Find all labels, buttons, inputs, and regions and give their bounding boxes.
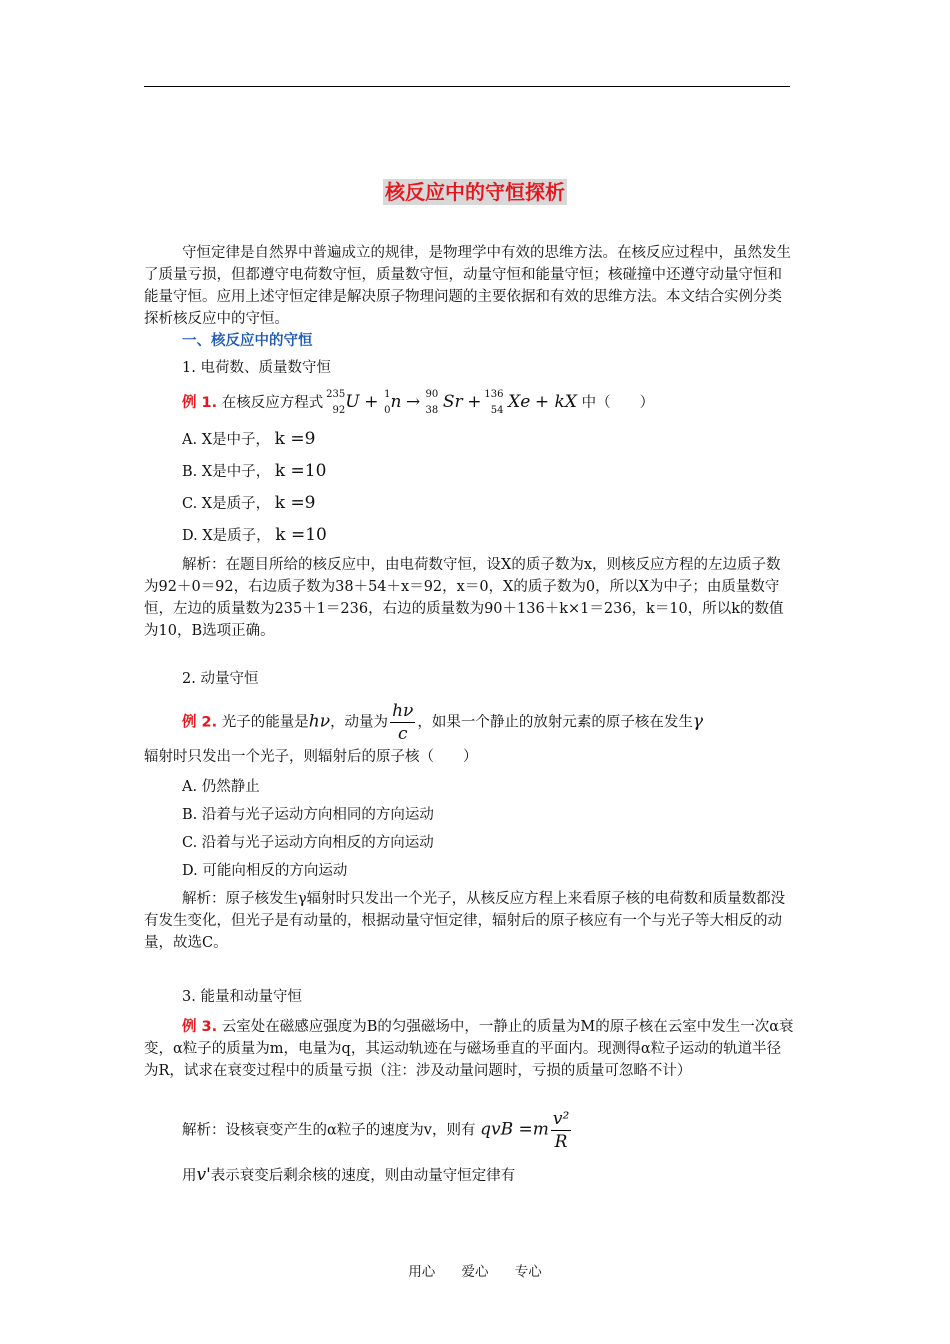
equation-left: qvB =m bbox=[480, 1119, 549, 1140]
option-2c: C. 沿着与光子运动方向相反的方向运动 bbox=[182, 835, 434, 851]
example-2-line-2: 辐射时只发出一个光子，则辐射后的原子核（ ） bbox=[144, 749, 478, 765]
example-3-text: 云室处在磁感应强度为B的匀强磁场中，一静止的质量为M的原子核在云室中发生一次α衰变，α粒子的质量为m，电量为q，其运动轨迹在与磁场垂直的平面内。现测得α粒子运动的轨道半径为R，试求在衰变过程中的质量亏损（注：涉及动量问题时，亏损的质量可忽略不计） bbox=[144, 1019, 794, 1079]
uranium-isotope-numbers: 235 92 bbox=[326, 389, 346, 416]
example-3-label: 例 3. bbox=[182, 1019, 218, 1035]
title-block bbox=[0, 176, 950, 205]
example-2-question bbox=[182, 700, 703, 745]
example-2-label: 例 2. bbox=[182, 714, 218, 731]
xenon-numbers: 136 54 bbox=[484, 389, 504, 416]
option-2a: A. 仍然静止 bbox=[182, 779, 260, 795]
option-2d: D. 可能向相反的方向运动 bbox=[182, 863, 348, 879]
example-2-text-2: ，动量为 bbox=[330, 714, 389, 731]
option-c: C. X是质子， k =9 bbox=[182, 493, 316, 513]
xenon-symbol: Xe bbox=[508, 392, 531, 412]
gamma-symbol: γ bbox=[692, 711, 704, 732]
example-3-last-line bbox=[182, 1164, 515, 1187]
subsection-3-heading: 3. 能量和动量守恒 bbox=[182, 989, 302, 1005]
example-1-analysis: 解析：在题目所给的核反应中，由电荷数守恒，设X的质子数为x，则核反应方程的左边质子数为92＋0＝92，右边质子数为38＋54＋x＝92，x＝0，X的质子数为0，所以X为中子；由质量数守恒，左边的质量数为235＋1＝236，右边的质量数为90＋136＋k×1＝236，k＝10，所以k的数值为10，B选项正确。 bbox=[144, 557, 784, 639]
option-2b: B. 沿着与光子运动方向相同的方向运动 bbox=[182, 807, 434, 823]
example-1-label: 例 1. bbox=[182, 395, 218, 411]
example-1-question: 例 1. 在核反应方程式 235 92 U + 1 0 n → 90 38 Sr + 136 54 Xe + kX 中（ ） bbox=[182, 389, 655, 416]
reaction-arrow: → bbox=[406, 392, 421, 412]
equation-fraction: $\frac{\text{v²}}{R}$ bbox=[552, 1109, 570, 1152]
example-1-prefix: 在核反应方程式 bbox=[221, 395, 324, 411]
subsection-1-heading: 1. 电荷数、质量数守恒 bbox=[182, 360, 331, 376]
example-2-analysis: 解析：原子核发生γ辐射时只发出一个光子，从核反应方程上来看原子核的电荷数和质量数都没有发生变化，但光子是有动量的，根据动量守恒定律，辐射后的原子核应有一个与光子等大相反的动量，故选C。 bbox=[144, 891, 786, 951]
last-line-suffix: 表示衰变后剩余核的速度，则由动量守恒定律有 bbox=[210, 1168, 516, 1184]
photon-momentum-fraction: $\frac{h\nu}{c}$ bbox=[392, 701, 414, 744]
option-a: A. X是中子， k =9 bbox=[182, 429, 316, 449]
analysis-prefix: 解析：设核衰变产生的α粒子的速度为v，则有 bbox=[182, 1122, 476, 1139]
header-rule bbox=[144, 86, 790, 87]
strontium-symbol: Sr bbox=[442, 392, 463, 412]
subsection-2-heading: 2. 动量守恒 bbox=[182, 671, 259, 687]
example-2-text-3: ，如果一个静止的放射元素的原子核在发生 bbox=[417, 714, 693, 731]
remaining-nucleus-velocity: v' bbox=[196, 1165, 211, 1185]
photon-energy: hν bbox=[308, 711, 331, 732]
reaction-tail: + kX bbox=[534, 392, 577, 412]
example-3-analysis bbox=[182, 1108, 573, 1153]
option-d: D. X是质子， k =10 bbox=[182, 525, 327, 545]
page-title: 核反应中的守恒探析 bbox=[385, 180, 565, 204]
neutron-symbol: n bbox=[390, 392, 402, 412]
example-2-text-1: 光子的能量是 bbox=[221, 714, 309, 731]
example-1-suffix: 中（ ） bbox=[581, 395, 655, 411]
strontium-numbers: 90 38 bbox=[425, 389, 439, 416]
intro-paragraph: 守恒定律是自然界中普遍成立的规律，是物理学中有效的思维方法。在核反应过程中，虽然发生了质量亏损，但都遵守电荷数守恒，质量数守恒，动量守恒和能量守恒；核碰撞中还遵守动量守恒和能量守恒。应用上述守恒定律是解决原子物理问题的主要依据和有效的思维方法。本文结合实例分类探析核反应中的守恒。 bbox=[144, 245, 791, 327]
neutron-numbers: 1 0 bbox=[384, 389, 391, 416]
example-3-question bbox=[144, 1016, 794, 1082]
option-b: B. X是中子， k =10 bbox=[182, 461, 327, 481]
last-line-prefix: 用 bbox=[182, 1168, 197, 1184]
uranium-symbol: U bbox=[345, 392, 360, 412]
section-heading: 一、核反应中的守恒 bbox=[182, 333, 313, 349]
page-footer: 用心 爱心 专心 bbox=[408, 1264, 542, 1280]
